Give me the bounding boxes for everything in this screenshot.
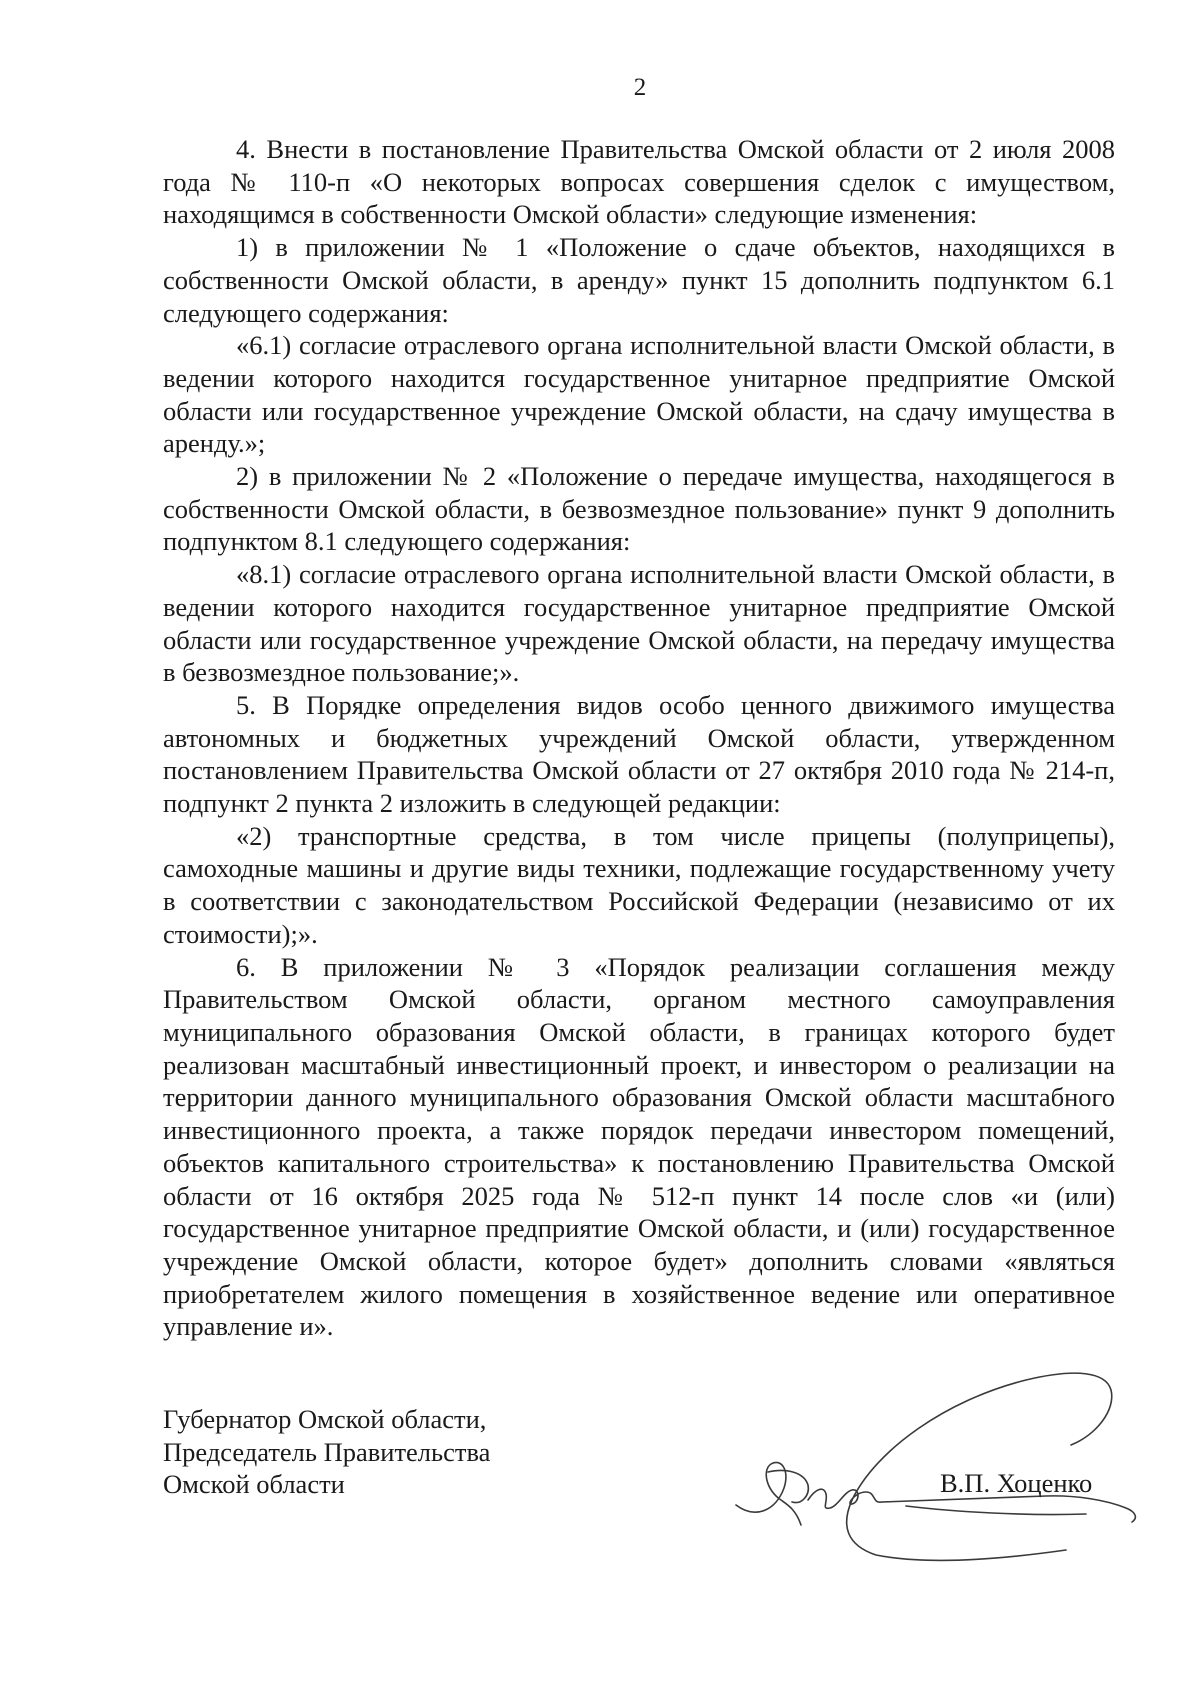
paragraph-quote-6-1: «6.1) согласие отраслевого органа исполнительной власти Омской области, в ведении которого находится государственное унитарное предприятие Омской области или государственное учреждение Омской области, на сдачу имущества в аренду.»; xyxy=(163,330,1115,459)
signatory-title-line: Губернатор Омской области, xyxy=(163,1404,487,1434)
handwritten-signature xyxy=(726,1360,1186,1565)
paragraph-item-5: 5. В Порядке определения видов особо ценного движимого имущества автономных и бюджетных учреждений Омской области, утвержденном постановлением Правительства Омской области от 27 октября 2010 года № 214-п, подпункт 2 пункта 2 изложить в следующей редакции: xyxy=(163,689,1115,819)
paragraph-subitem-1: 1) в приложении № 1 «Положение о сдаче объектов, находящихся в собственности Омской области, в аренду» пункт 15 дополнить подпунктом 6.1 следующего содержания: xyxy=(163,232,1115,328)
signatory-title xyxy=(163,1403,583,1501)
paragraph-subitem-2: 2) в приложении № 2 «Положение о передаче имущества, находящегося в собственности Омской области, в безвозмездное пользование» пункт 9 дополнить подпунктом 8.1 следующего содержания: xyxy=(163,461,1115,557)
paragraph-item-6: 6. В приложении № 3 «Порядок реализации соглашения между Правительством Омской области, органом местного самоуправления муниципального образования Омской области, в границах которого будет реализован масштабный инвестиционный проект, и инвестором о реализации на территории данного муниципального образования Омской области масштабного инвестиционного проекта, а также порядок передачи инвестором помещений, объектов капитального строительства» к постановлению Правительства Омской области от 16 октября 2025 года № 512-п пункт 14 после слов «и (или) государственное унитарное предприятие Омской области, и (или) государственное учреждение Омской области, которое будет» дополнить словами «являться приобретателем жилого помещения в хозяйственное ведение или оперативное управление и». xyxy=(163,951,1115,1342)
paragraph-quote-8-1: «8.1) согласие отраслевого органа исполнительной власти Омской области, в ведении которого находится государственное унитарное предприятие Омской области или государственное учреждение Омской области, на передачу имущества в безвозмездное пользование;». xyxy=(163,559,1115,688)
document-body xyxy=(163,133,1115,1343)
paragraph-quote-2: «2) транспортные средства, в том числе прицепы (полуприцепы), самоходные машины и другие виды техники, подлежащие государственному учету в соответствии с законодательством Российской Федерации (независимо от их стоимости);». xyxy=(163,820,1115,949)
signatory-name: В.П. Хоценко xyxy=(940,1468,1093,1498)
signatory-title-line: Председатель Правительства xyxy=(163,1436,491,1467)
page-number: 2 xyxy=(633,74,647,101)
paragraph-item-4: 4. Внести в постановление Правительства Омской области от 2 июля 2008 года № 110-п «О некоторых вопросах совершения сделок с имуществом, находящимся в собственности Омской области» следующие изменения: xyxy=(163,134,1115,230)
signatory-title-line: Омской области xyxy=(163,1469,345,1500)
